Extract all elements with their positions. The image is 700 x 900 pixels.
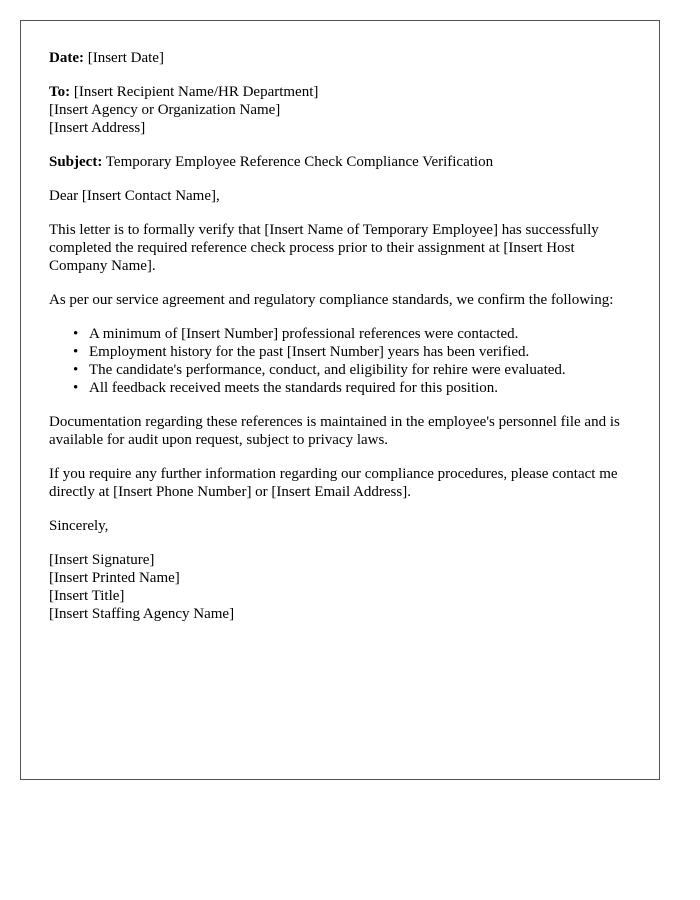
body-paragraph-2: As per our service agreement and regulatory compliance standards, we confirm the following: <box>49 292 614 308</box>
subject-value: Temporary Employee Reference Check Compliance Verification <box>102 154 494 170</box>
body-paragraph-3: Documentation regarding these references is maintained in the employee's personnel file and is available for audit upon request, subject to privacy laws. <box>49 414 620 448</box>
date-label: Date: <box>49 50 84 66</box>
printed-name: [Insert Printed Name] <box>49 570 180 586</box>
body-paragraph-1: This letter is to formally verify that [Insert Name of Temporary Employee] has successfully completed the required reference check process prior to their assignment at [Insert Host Company Name]. <box>49 222 599 274</box>
agency-name: [Insert Staffing Agency Name] <box>49 606 235 622</box>
body-paragraph-4: If you require any further information regarding our compliance procedures, please contact me directly at [Insert Phone Number] or [Insert Email Address]. <box>49 466 618 500</box>
signature-block <box>49 551 631 623</box>
list-item-text: The candidate's performance, conduct, and eligibility for rehire were evaluated. <box>89 362 566 378</box>
recipient-block <box>49 83 631 137</box>
list-item <box>73 379 631 397</box>
letter-page <box>20 20 660 780</box>
bullet-icon: • <box>73 344 79 360</box>
subject-line <box>49 153 631 171</box>
date-value: [Insert Date] <box>83 50 164 66</box>
recipient-line-1 <box>49 83 631 101</box>
date-line <box>49 49 631 67</box>
list-item-text: A minimum of [Insert Number] professional references were contacted. <box>89 326 519 342</box>
recipient-address: [Insert Address] <box>49 120 146 136</box>
list-item <box>73 361 631 379</box>
list-item-text: Employment history for the past [Insert Number] years has been verified. <box>89 344 530 360</box>
signer-title: [Insert Title] <box>49 588 125 604</box>
closing: Sincerely, <box>49 518 109 534</box>
salutation: Dear [Insert Contact Name], <box>49 188 220 204</box>
to-label: To: <box>49 84 71 100</box>
recipient-name: [Insert Recipient Name/HR Department] <box>70 84 319 100</box>
list-item-text: All feedback received meets the standards required for this position. <box>89 380 499 396</box>
list-item <box>73 343 631 361</box>
bullet-icon: • <box>73 326 79 342</box>
signature: [Insert Signature] <box>49 552 155 568</box>
list-item <box>73 325 631 343</box>
recipient-organization: [Insert Agency or Organization Name] <box>49 102 281 118</box>
bullet-icon: • <box>73 362 79 378</box>
bullet-icon: • <box>73 380 79 396</box>
subject-label: Subject: <box>49 154 103 170</box>
compliance-list <box>49 325 631 397</box>
